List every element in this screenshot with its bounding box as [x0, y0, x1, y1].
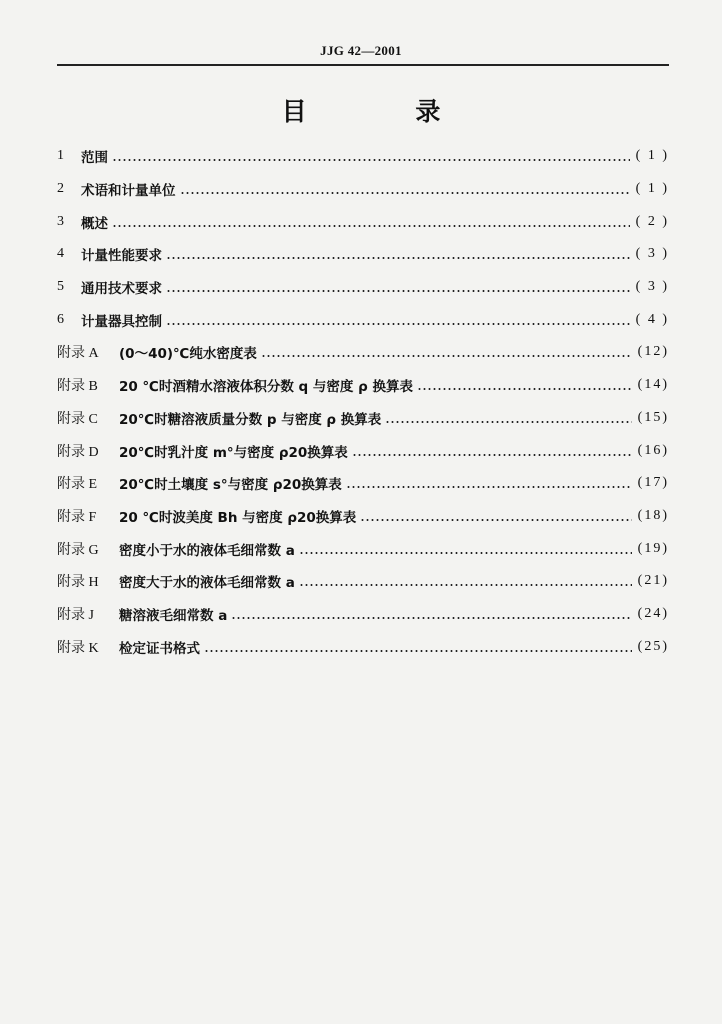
- toc-entry-number: 1: [57, 148, 64, 164]
- toc-entry-page: (21): [637, 573, 669, 589]
- page-title: 目 录: [281, 97, 491, 126]
- toc-entry-label: 计量性能要求: [81, 248, 162, 265]
- toc-entry[interactable]: [57, 565, 669, 598]
- toc-entry-label: 计量器具控制: [81, 313, 162, 330]
- dot-leader: [112, 225, 630, 227]
- toc-entry-label: 20℃时乳汁度 m°与密度 ρ20换算表: [119, 444, 348, 461]
- toc-entry-number: 附录 C: [57, 411, 98, 427]
- dot-leader: [352, 454, 632, 456]
- toc-entry-label: 密度大于水的液体毛细常数 a: [119, 575, 295, 592]
- dot-leader: [299, 584, 632, 586]
- toc-entry[interactable]: [57, 630, 669, 663]
- toc-entry-page: (25): [637, 638, 669, 654]
- toc-entry-number: 5: [57, 279, 64, 295]
- toc-entry[interactable]: [57, 598, 669, 631]
- toc-entry-page: (16): [637, 442, 669, 458]
- toc-entry[interactable]: [57, 238, 669, 271]
- toc-entry-page: ( 1 ): [635, 148, 669, 164]
- toc-entry[interactable]: [57, 500, 669, 533]
- toc-entry[interactable]: [57, 303, 669, 336]
- toc-entry-label: 概述: [81, 215, 108, 232]
- toc-entry-page: (12): [637, 344, 669, 360]
- toc-entry[interactable]: [57, 532, 669, 565]
- dot-leader: [261, 355, 632, 357]
- toc-entry-number: 附录 K: [57, 640, 99, 656]
- toc-entry-page: (15): [637, 409, 669, 425]
- dot-leader: [166, 257, 630, 259]
- toc-entry-page: (14): [637, 377, 669, 393]
- standard-code: JJG 42—2001: [320, 43, 402, 58]
- toc-entry-page: (24): [637, 605, 669, 621]
- dot-leader: [360, 519, 631, 521]
- toc-entry-label: 20 ℃时波美度 Bh 与密度 ρ20换算表: [119, 509, 357, 526]
- toc-entry-number: 附录 E: [57, 477, 98, 493]
- toc-entry[interactable]: [57, 140, 669, 173]
- dot-leader: [112, 159, 630, 161]
- toc-entry[interactable]: [57, 271, 669, 304]
- toc-entry-page: ( 3 ): [635, 279, 669, 295]
- toc-entry[interactable]: [57, 467, 669, 500]
- toc-entry-label: 密度小于水的液体毛细常数 a: [119, 542, 295, 559]
- toc-entry-number: 附录 G: [57, 542, 99, 558]
- toc-entry[interactable]: [57, 173, 669, 206]
- toc-entry-label: 20℃时糖溶液质量分数 p 与密度 ρ 换算表: [119, 411, 382, 428]
- toc-entry-page: ( 3 ): [635, 246, 669, 262]
- toc-entry-page: ( 2 ): [635, 213, 669, 229]
- dot-leader: [231, 617, 631, 619]
- toc-entry-number: 附录 D: [57, 444, 99, 460]
- table-of-contents: [57, 140, 669, 663]
- toc-entry-number: 6: [57, 311, 64, 327]
- dot-leader: [180, 192, 630, 194]
- dot-leader: [299, 552, 632, 554]
- toc-entry-label: (0～40)℃纯水密度表: [119, 346, 257, 363]
- toc-entry-label: 范围: [81, 150, 108, 167]
- dot-leader: [166, 323, 630, 325]
- toc-entry-label: 20℃时土壤度 s°与密度 ρ20换算表: [119, 477, 342, 494]
- header-divider: [57, 64, 669, 66]
- toc-entry-label: 20 ℃时酒精水溶液体积分数 q 与密度 ρ 换算表: [119, 379, 413, 396]
- dot-leader: [346, 486, 632, 488]
- toc-entry-label: 通用技术要求: [81, 281, 162, 298]
- toc-entry-number: 附录 F: [57, 509, 97, 525]
- dot-leader: [204, 650, 632, 652]
- toc-entry[interactable]: [57, 336, 669, 369]
- toc-entry-number: 2: [57, 181, 64, 197]
- toc-entry-number: 附录 J: [57, 607, 94, 623]
- dot-leader: [385, 421, 631, 423]
- toc-entry-page: (19): [637, 540, 669, 556]
- dot-leader: [166, 290, 630, 292]
- toc-entry[interactable]: [57, 369, 669, 402]
- dot-leader: [417, 388, 632, 390]
- toc-entry-number: 附录 B: [57, 379, 98, 395]
- toc-entry[interactable]: [57, 434, 669, 467]
- toc-entry-page: (17): [637, 475, 669, 491]
- toc-entry-page: ( 1 ): [635, 181, 669, 197]
- toc-entry[interactable]: [57, 402, 669, 435]
- toc-entry-number: 附录 A: [57, 346, 99, 362]
- toc-entry-label: 糖溶液毛细常数 a: [119, 607, 228, 624]
- toc-entry-page: ( 4 ): [635, 311, 669, 327]
- toc-entry[interactable]: [57, 205, 669, 238]
- toc-entry-label: 术语和计量单位: [81, 183, 176, 200]
- toc-entry-number: 附录 H: [57, 575, 99, 591]
- toc-entry-number: 4: [57, 246, 64, 262]
- toc-entry-page: (18): [637, 507, 669, 523]
- toc-entry-number: 3: [57, 213, 64, 229]
- toc-entry-label: 检定证书格式: [119, 640, 200, 657]
